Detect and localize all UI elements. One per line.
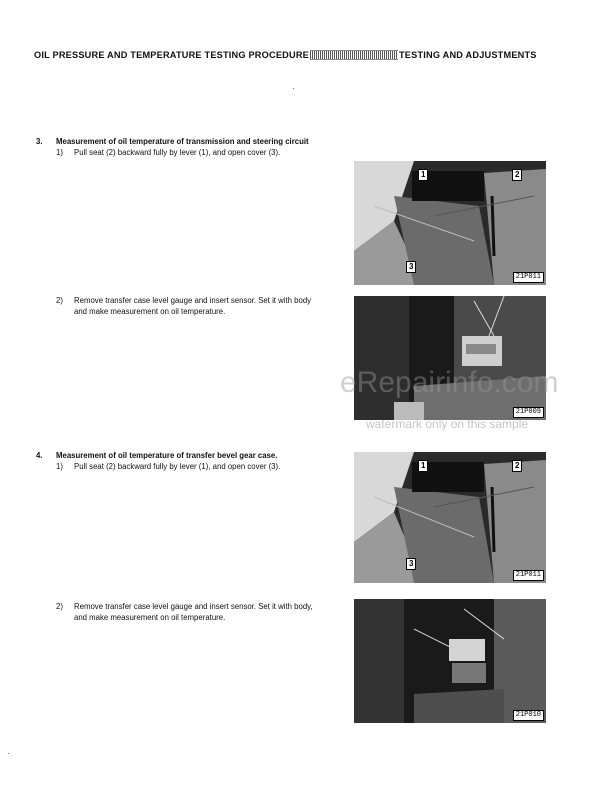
header-right-title: TESTING AND ADJUSTMENTS	[398, 50, 537, 60]
step-text: Remove transfer case level gauge and insert sensor. Set it with body and make measurement on oil temperature.	[74, 296, 312, 316]
photo-image	[354, 599, 546, 723]
step-text: Pull seat (2) backward fully by lever (1), and open cover (3).	[74, 462, 281, 471]
photo-code: 21P011	[513, 570, 544, 581]
step-text: Remove transfer case level gauge and insert sensor. Set it with body, and make measurement on oil temperature.	[74, 602, 313, 622]
section-3	[36, 136, 326, 158]
callout-2: 2	[512, 169, 522, 181]
photo-code: 21P010	[513, 710, 544, 721]
section-title: Measurement of oil temperature of transfer bevel gear case.	[56, 451, 278, 460]
header-left-title: OIL PRESSURE AND TEMPERATURE TESTING PROCEDURE	[34, 50, 309, 60]
callout-3: 3	[406, 261, 416, 273]
header-hatch-divider	[310, 50, 398, 60]
step-number: 2)	[56, 296, 63, 305]
watermark-note: watermark only on this sample	[366, 417, 529, 431]
photo-transfer-case-sensor	[354, 296, 546, 420]
step-item	[56, 601, 324, 623]
callout-1: 1	[418, 169, 428, 181]
photo-code: 21P009	[513, 407, 544, 418]
speck	[8, 753, 9, 754]
section-4-step-2	[36, 601, 324, 623]
step-number: 2)	[56, 602, 63, 611]
section-title: Measurement of oil temperature of transmission and steering circuit	[56, 137, 309, 146]
step-text: Pull seat (2) backward fully by lever (1), and open cover (3).	[74, 148, 281, 157]
section-number: 3.	[36, 137, 43, 146]
photo-seat-lever-cover	[354, 161, 546, 285]
step-item	[56, 147, 326, 158]
step-number: 1)	[56, 148, 63, 157]
section-4	[36, 450, 326, 472]
photo-code: 21P011	[513, 272, 544, 283]
watermark-brand: eRepairinfo.com	[340, 366, 559, 399]
photo-seat-lever-cover-2	[354, 452, 546, 583]
photo-bevel-gear-case-sensor	[354, 599, 546, 723]
step-number: 1)	[56, 462, 63, 471]
section-3-step-2	[36, 295, 324, 317]
step-item	[56, 295, 324, 317]
page-header	[34, 48, 546, 62]
callout-1: 1	[418, 460, 428, 472]
step-item	[56, 461, 326, 472]
callout-2: 2	[512, 460, 522, 472]
section-heading	[36, 450, 326, 461]
callout-3: 3	[406, 558, 416, 570]
speck	[293, 88, 294, 89]
photo-image	[354, 296, 546, 420]
section-heading	[36, 136, 326, 147]
section-number: 4.	[36, 451, 43, 460]
